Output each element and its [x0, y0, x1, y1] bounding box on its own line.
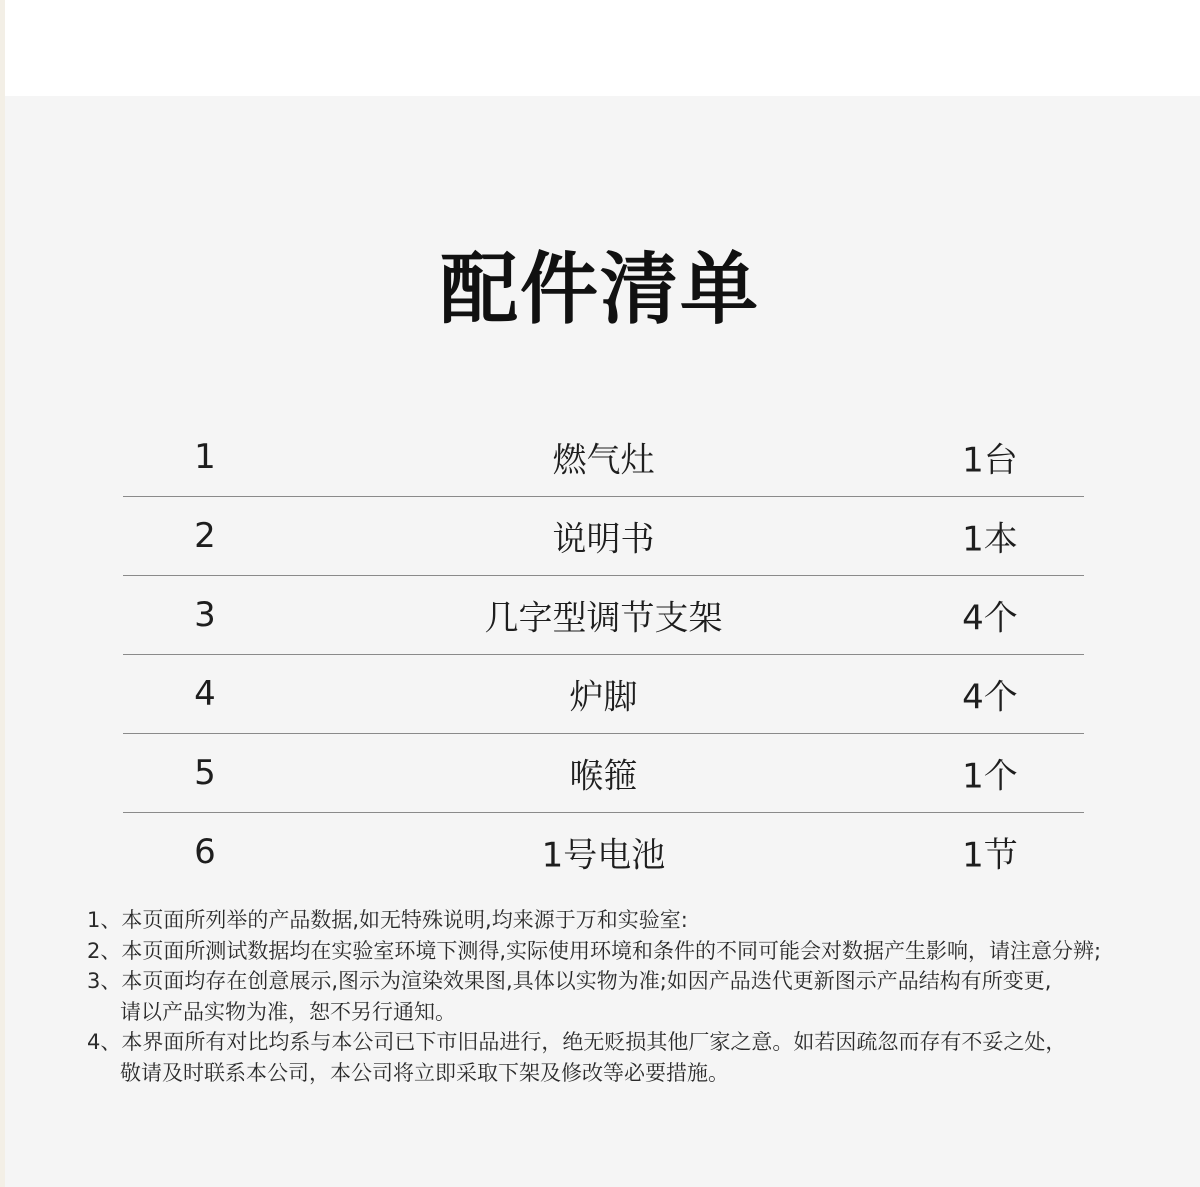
item-quantity: 1本	[962, 519, 1018, 560]
item-number: 2	[194, 516, 216, 556]
page-title: 配件清单	[439, 245, 760, 335]
item-quantity: 4个	[962, 598, 1018, 639]
accessory-table	[123, 418, 1084, 891]
note-4-continued: 敬请及时联系本公司，本公司将立即采取下架及修改等必要措施。	[120, 1060, 729, 1085]
item-quantity: 1台	[962, 440, 1018, 481]
item-number: 6	[194, 832, 216, 872]
note-2: 2、本页面所测试数据均在实验室环境下测得,实际使用环境和条件的不同可能会对数据产生影响，请注意分辨;	[87, 938, 1102, 963]
table-row	[123, 576, 1084, 655]
table-row	[123, 418, 1084, 497]
note-1: 1、本页面所列举的产品数据,如无特殊说明,均来源于万和实验室:	[87, 908, 688, 932]
item-name: 1号电池	[541, 835, 666, 876]
note-4: 4、本界面所有对比均系与本公司已下市旧品进行，绝无贬损其他厂家之意。如若因疏忽而存有不妥之处，	[87, 1030, 1067, 1054]
note-3-continued: 请以产品实物为准，恕不另行通知。	[120, 999, 456, 1024]
item-name: 喉箍	[569, 756, 638, 797]
item-quantity: 1节	[962, 835, 1018, 876]
note-3: 3、本页面均存在创意展示,图示为渲染效果图,具体以实物为准;如因产品迭代更新图示产品结构有所变更,	[87, 969, 1052, 993]
item-number: 5	[194, 753, 216, 793]
table-row	[123, 497, 1084, 576]
item-name: 几字型调节支架	[484, 598, 723, 639]
item-name: 燃气灶	[552, 440, 655, 481]
table-row	[123, 813, 1084, 891]
item-quantity: 4个	[962, 677, 1018, 718]
table-row	[123, 655, 1084, 734]
table-row	[123, 734, 1084, 813]
disclaimer-notes	[87, 905, 1167, 1088]
item-number: 1	[194, 437, 216, 477]
item-quantity: 1个	[962, 756, 1018, 797]
item-number: 3	[194, 595, 216, 635]
item-number: 4	[194, 674, 216, 714]
item-name: 说明书	[552, 519, 655, 560]
item-name: 炉脚	[569, 677, 638, 718]
